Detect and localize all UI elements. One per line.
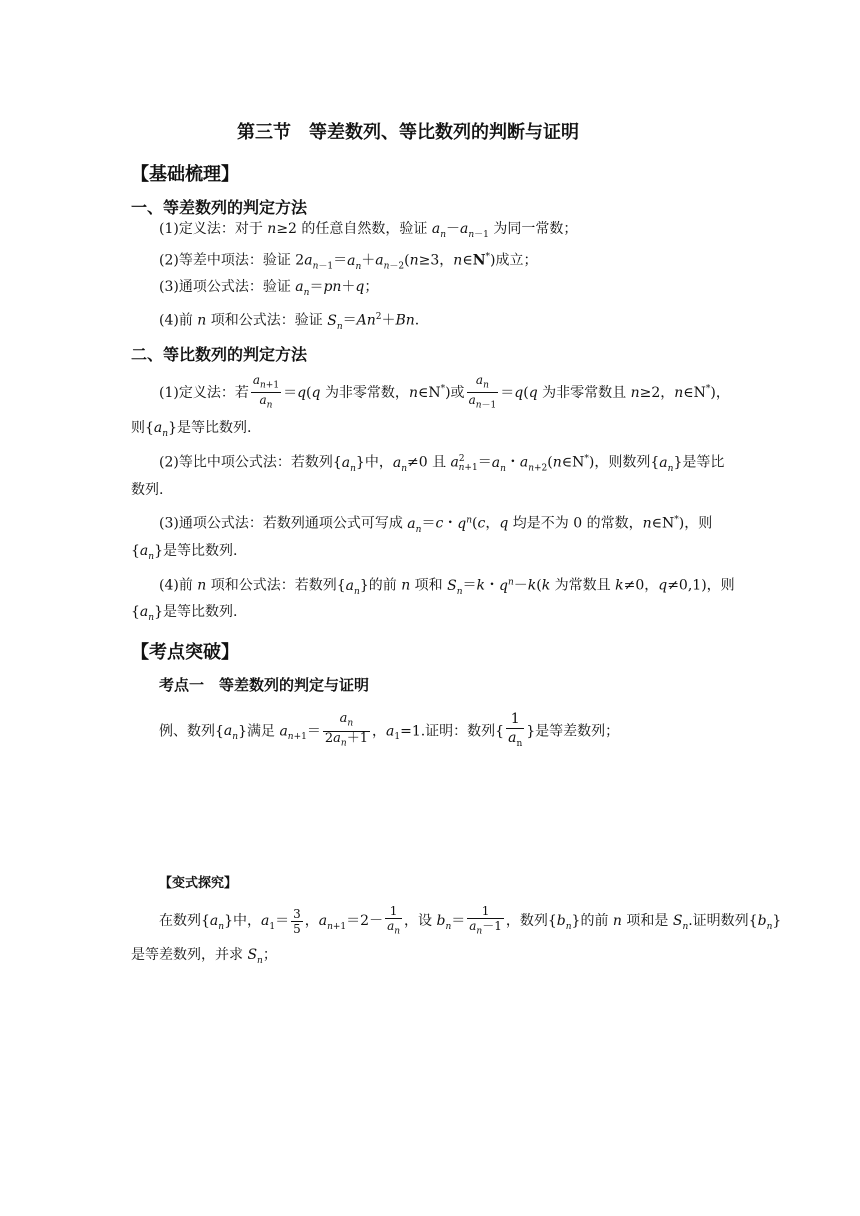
kaodian-heading: 考点一 等差数列的判定与证明 xyxy=(159,676,370,694)
geo-item-3: (3)通项公式法：若数列通项公式可写成 $a_n=c$・$q^n(c$，q 均是不为 0 的常数，n∈N*)，则 xyxy=(159,515,713,535)
heading-geo-methods: 二、等比数列的判定方法 xyxy=(131,345,308,364)
arith-item-2: (2)等差中项法：验证 $2a_{n-1}=a_n+a_{n-2}(n\ge 3$，n∈N*)成立； xyxy=(159,252,538,272)
geo-item-2: (2)等比中项公式法：若数列$\{a_n\}$中，$a_n\ne 0$ 且 $a^2_{n+1}=a_n$・$a_{n+2}(n\in N^*)$，则数列$\{a_n\}$是等比 xyxy=(159,454,725,474)
variant-heading: 【变式探究】 xyxy=(159,876,238,891)
heading-arith-methods: 一、等差数列的判定方法 xyxy=(131,198,308,217)
arith-item-1: (1)定义法：对于 n≥2 的任意自然数，验证 $a_n-a_{n-1}$ 为同一常数； xyxy=(159,221,578,240)
geo-item-4-cont: $\{a_n\}$是等比数列. xyxy=(131,604,238,623)
variant-problem: 在数列$\{a_n\}$中，$a_1=$ $\frac{3}{5}$ ，$a_{n+1}=2-$ $\frac{1}{a_n}$ ，设 $b_n=$ $\frac{1}{a_n-1}$ ，数列$\{b_n\}$的前 n 项和是 $S_n$.证明数列$\{b_n\}$ xyxy=(159,904,782,937)
arith-item-3: (3)通项公式法：验证 $a_n=pn+q$； xyxy=(159,279,379,298)
section-heading-breakthrough: 【考点突破】 xyxy=(131,642,239,663)
section-heading-basics: 【基础梳理】 xyxy=(131,164,239,185)
page-title: 第三节 等差数列、等比数列的判断与证明 xyxy=(237,122,579,143)
geo-item-4: (4)前 n 项和公式法：若数列$\{a_n\}$的前 n 项和 $S_n=k$・$q^n-k(k$ 为常数且 k≠0，q≠0,1)，则 xyxy=(159,577,735,597)
variant-problem-cont: 是等差数列，并求 $S_n$； xyxy=(131,947,277,966)
geo-item-3-cont: $\{a_n\}$是等比数列. xyxy=(131,543,238,562)
arith-item-4: (4)前 n 项和公式法：验证 $S_n=An^2+Bn$. xyxy=(159,312,420,332)
example-problem: 例、数列$\{a_n\}$满足 $a_{n+1}=$ $\frac{a_n}{2a_n+1}$ ，$a_1=1$.证明：数列{ $\frac{1}{a_n}$ }是等差数列； xyxy=(159,711,620,749)
geo-item-1: (1)定义法：若 $\frac{a_{n+1}}{a_n}$ ＝q(q 为非零常数，n∈N*)或 $\frac{a_n}{a_{n-1}}$ ＝q(q 为非零常数且 n≥2，n∈N*)， xyxy=(159,373,730,411)
geo-item-1-cont: 则$\{a_n\}$是等比数列. xyxy=(131,420,252,439)
geo-item-2-cont: 数列. xyxy=(131,482,164,498)
